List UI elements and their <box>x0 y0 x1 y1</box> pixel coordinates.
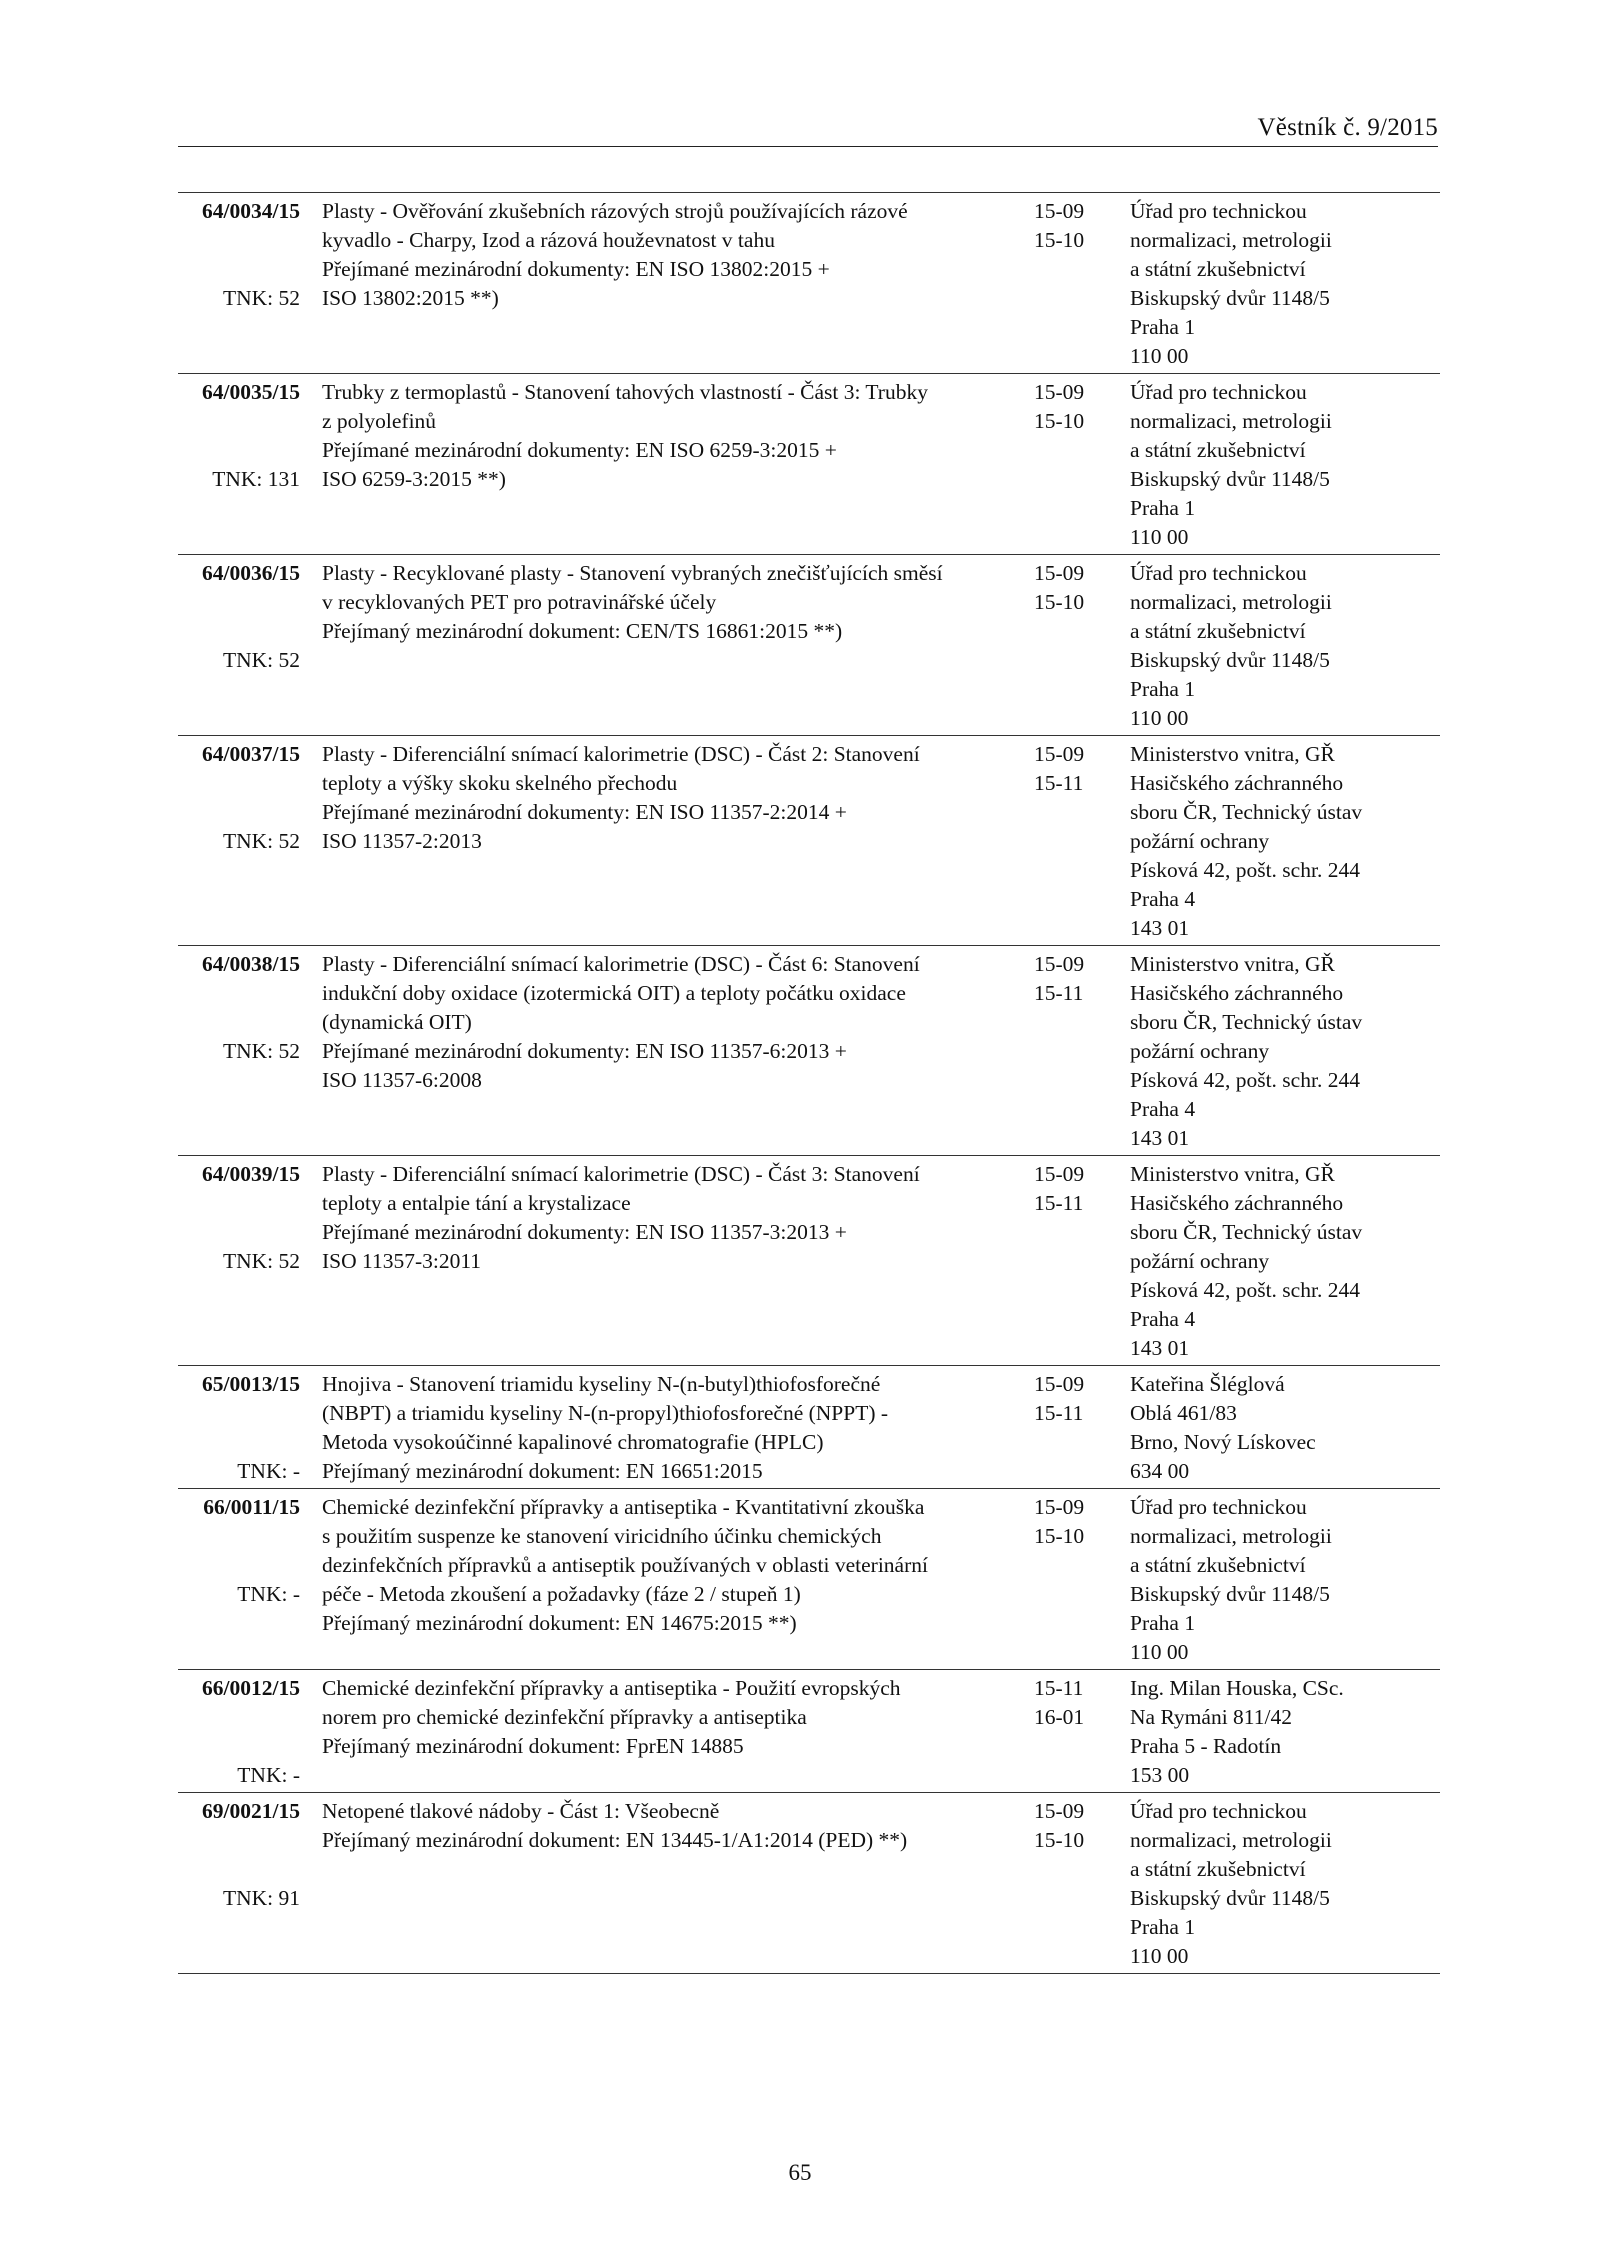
standard-description <box>306 193 1018 374</box>
contact-address <box>1128 1366 1440 1489</box>
record-id-cell <box>178 555 306 736</box>
record-id-cell <box>178 1156 306 1366</box>
record-code: 66/0012/15 <box>202 1676 300 1700</box>
tnk-label: TNK: 131 <box>212 467 300 491</box>
standards-table <box>178 192 1440 1974</box>
contact-address <box>1128 1793 1440 1974</box>
contact-line: Písková 42, pošt. schr. 244 <box>1130 858 1360 882</box>
tnk-label: TNK: 52 <box>222 829 300 853</box>
date-line: 15-09 <box>1034 742 1085 766</box>
contact-line: normalizaci, metrologii <box>1130 1828 1332 1852</box>
description-line: v recyklovaných PET pro potravinářské účely <box>322 590 717 614</box>
contact-line: 143 01 <box>1130 916 1190 940</box>
date-line: 15-11 <box>1034 1191 1084 1215</box>
date-line: 15-09 <box>1034 1162 1085 1186</box>
record-id-cell <box>178 374 306 555</box>
description-line: Plasty - Diferenciální snímací kalorimetrie (DSC) - Část 2: Stanovení <box>322 742 920 766</box>
record-code: 64/0034/15 <box>202 199 300 223</box>
contact-line: Biskupský dvůr 1148/5 <box>1130 1886 1330 1910</box>
contact-line: Písková 42, pošt. schr. 244 <box>1130 1278 1360 1302</box>
contact-line: 143 01 <box>1130 1126 1190 1150</box>
date-line: 16-01 <box>1034 1705 1085 1729</box>
description-line: Přejímaný mezinárodní dokument: EN 13445-1/A1:2014 (PED) **) <box>322 1828 908 1852</box>
standard-description <box>306 1156 1018 1366</box>
date-line: 15-10 <box>1034 1828 1085 1852</box>
table-row <box>178 1489 1440 1670</box>
description-line: Plasty - Recyklované plasty - Stanovení vybraných znečišťujících směsí <box>322 561 943 585</box>
record-id-cell <box>178 1366 306 1489</box>
description-line: (dynamická OIT) <box>322 1010 472 1034</box>
table-row <box>178 946 1440 1156</box>
description-line: Plasty - Diferenciální snímací kalorimetrie (DSC) - Část 6: Stanovení <box>322 952 920 976</box>
contact-line: Hasičského záchranného <box>1130 771 1344 795</box>
contact-line: Praha 1 <box>1130 496 1196 520</box>
contact-address <box>1128 193 1440 374</box>
date-line: 15-09 <box>1034 1372 1085 1396</box>
contact-line: a státní zkušebnictví <box>1130 1553 1306 1577</box>
date-line: 15-10 <box>1034 409 1085 433</box>
contact-line: Ing. Milan Houska, CSc. <box>1130 1676 1344 1700</box>
description-line: Metoda vysokoúčinné kapalinové chromatografie (HPLC) <box>322 1430 824 1454</box>
record-code: 66/0011/15 <box>203 1495 300 1519</box>
contact-line: 110 00 <box>1130 1944 1189 1968</box>
contact-line: 110 00 <box>1130 344 1189 368</box>
contact-line: normalizaci, metrologii <box>1130 590 1332 614</box>
date-line: 15-09 <box>1034 199 1085 223</box>
tnk-label: TNK: - <box>237 1763 300 1787</box>
date-line: 15-11 <box>1034 1401 1084 1425</box>
date-line: 15-09 <box>1034 380 1085 404</box>
contact-line: Praha 4 <box>1130 1307 1196 1331</box>
contact-line: Ministerstvo vnitra, GŘ <box>1130 742 1335 766</box>
standard-description <box>306 946 1018 1156</box>
standard-description <box>306 1366 1018 1489</box>
contact-line: Praha 4 <box>1130 1097 1196 1121</box>
tnk-label: TNK: 52 <box>222 648 300 672</box>
dates-cell <box>1018 374 1128 555</box>
description-line: Trubky z termoplastů - Stanovení tahových vlastností - Část 3: Trubky <box>322 380 928 404</box>
record-code: 64/0035/15 <box>202 380 300 404</box>
contact-line: Brno, Nový Lískovec <box>1130 1430 1316 1454</box>
description-line: Přejímaný mezinárodní dokument: EN 16651:2015 <box>322 1459 763 1483</box>
record-code: 64/0036/15 <box>202 561 300 585</box>
contact-line: Praha 4 <box>1130 887 1196 911</box>
contact-address <box>1128 1489 1440 1670</box>
tnk-label: TNK: - <box>237 1582 300 1606</box>
contact-line: Biskupský dvůr 1148/5 <box>1130 1582 1330 1606</box>
contact-address <box>1128 555 1440 736</box>
contact-line: 110 00 <box>1130 525 1189 549</box>
contact-line: 634 00 <box>1130 1459 1190 1483</box>
description-line: indukční doby oxidace (izotermická OIT) a teploty počátku oxidace <box>322 981 906 1005</box>
standard-description <box>306 1670 1018 1793</box>
record-code: 64/0039/15 <box>202 1162 300 1186</box>
contact-address <box>1128 374 1440 555</box>
contact-line: Hasičského záchranného <box>1130 1191 1344 1215</box>
date-line: 15-11 <box>1034 981 1084 1005</box>
contact-line: sboru ČR, Technický ústav <box>1130 1010 1363 1034</box>
standard-description <box>306 555 1018 736</box>
contact-line: Praha 5 - Radotín <box>1130 1734 1282 1758</box>
contact-address <box>1128 1670 1440 1793</box>
dates-cell <box>1018 193 1128 374</box>
description-line: Přejímané mezinárodní dokumenty: EN ISO 6259-3:2015 + <box>322 438 837 462</box>
record-code: 64/0037/15 <box>202 742 300 766</box>
description-line: péče - Metoda zkoušení a požadavky (fáze 2 / stupeň 1) <box>322 1582 801 1606</box>
description-line: Plasty - Diferenciální snímací kalorimetrie (DSC) - Část 3: Stanovení <box>322 1162 920 1186</box>
contact-line: požární ochrany <box>1130 1039 1270 1063</box>
contact-line: požární ochrany <box>1130 1249 1270 1273</box>
contact-line: Úřad pro technickou <box>1130 1495 1307 1519</box>
description-line: dezinfekčních přípravků a antiseptik používaných v oblasti veterinární <box>322 1553 928 1577</box>
page-header <box>178 110 1438 147</box>
tnk-label: TNK: 91 <box>222 1886 300 1910</box>
standard-description <box>306 1793 1018 1974</box>
description-line: Přejímaný mezinárodní dokument: CEN/TS 16861:2015 **) <box>322 619 843 643</box>
journal-issue-title: Věstník č. 9/2015 <box>1257 114 1438 141</box>
table-row <box>178 374 1440 555</box>
contact-line: normalizaci, metrologii <box>1130 1524 1332 1548</box>
description-line: (NBPT) a triamidu kyseliny N-(n-propyl)thiofosforečné (NPPT) - <box>322 1401 889 1425</box>
contact-address <box>1128 1156 1440 1366</box>
record-code: 65/0013/15 <box>202 1372 300 1396</box>
contact-line: Praha 1 <box>1130 1915 1196 1939</box>
contact-line: Biskupský dvůr 1148/5 <box>1130 467 1330 491</box>
standard-description <box>306 374 1018 555</box>
standard-description <box>306 1489 1018 1670</box>
tnk-label: TNK: 52 <box>222 286 300 310</box>
contact-line: a státní zkušebnictví <box>1130 1857 1306 1881</box>
date-line: 15-11 <box>1034 1676 1084 1700</box>
record-code: 69/0021/15 <box>202 1799 300 1823</box>
description-line: z polyolefinů <box>322 409 437 433</box>
contact-line: Biskupský dvůr 1148/5 <box>1130 648 1330 672</box>
contact-line: Oblá 461/83 <box>1130 1401 1237 1425</box>
record-id-cell <box>178 1670 306 1793</box>
dates-cell <box>1018 736 1128 946</box>
contact-line: Úřad pro technickou <box>1130 561 1307 585</box>
table-row <box>178 736 1440 946</box>
dates-cell <box>1018 1670 1128 1793</box>
description-line: Hnojiva - Stanovení triamidu kyseliny N-(n-butyl)thiofosforečné <box>322 1372 881 1396</box>
contact-line: a státní zkušebnictví <box>1130 619 1306 643</box>
contact-line: požární ochrany <box>1130 829 1270 853</box>
contact-line: 110 00 <box>1130 706 1189 730</box>
date-line: 15-10 <box>1034 1524 1085 1548</box>
description-line: Přejímané mezinárodní dokumenty: EN ISO 13802:2015 + <box>322 257 830 281</box>
contact-line: Praha 1 <box>1130 315 1196 339</box>
table-row <box>178 193 1440 374</box>
description-line: Přejímané mezinárodní dokumenty: EN ISO 11357-3:2013 + <box>322 1220 847 1244</box>
contact-line: normalizaci, metrologii <box>1130 228 1332 252</box>
contact-line: Úřad pro technickou <box>1130 1799 1307 1823</box>
contact-line: sboru ČR, Technický ústav <box>1130 800 1363 824</box>
contact-line: Na Rymáni 811/42 <box>1130 1705 1292 1729</box>
description-line: Chemické dezinfekční přípravky a antiseptika - Kvantitativní zkouška <box>322 1495 925 1519</box>
record-id-cell <box>178 1489 306 1670</box>
record-id-cell <box>178 1793 306 1974</box>
dates-cell <box>1018 1156 1128 1366</box>
record-id-cell <box>178 193 306 374</box>
contact-line: Ministerstvo vnitra, GŘ <box>1130 952 1335 976</box>
contact-line: Biskupský dvůr 1148/5 <box>1130 286 1330 310</box>
table-row <box>178 1156 1440 1366</box>
description-line: Netopené tlakové nádoby - Část 1: Všeobecně <box>322 1799 720 1823</box>
description-line: ISO 6259-3:2015 **) <box>322 467 506 491</box>
description-line: Přejímaný mezinárodní dokument: EN 14675:2015 **) <box>322 1611 797 1635</box>
dates-cell <box>1018 1793 1128 1974</box>
contact-address <box>1128 946 1440 1156</box>
description-line: ISO 11357-2:2013 <box>322 829 482 853</box>
contact-line: a státní zkušebnictví <box>1130 438 1306 462</box>
description-line: kyvadlo - Charpy, Izod a rázová houževnatost v tahu <box>322 228 775 252</box>
contact-line: 153 00 <box>1130 1763 1190 1787</box>
date-line: 15-11 <box>1034 771 1084 795</box>
standard-description <box>306 736 1018 946</box>
contact-line: normalizaci, metrologii <box>1130 409 1332 433</box>
contact-line: Hasičského záchranného <box>1130 981 1344 1005</box>
description-line: Přejímaný mezinárodní dokument: FprEN 14885 <box>322 1734 744 1758</box>
dates-cell <box>1018 1489 1128 1670</box>
date-line: 15-10 <box>1034 228 1085 252</box>
tnk-label: TNK: 52 <box>222 1249 300 1273</box>
date-line: 15-09 <box>1034 1799 1085 1823</box>
record-id-cell <box>178 736 306 946</box>
table-row <box>178 1366 1440 1489</box>
contact-line: sboru ČR, Technický ústav <box>1130 1220 1363 1244</box>
description-line: Chemické dezinfekční přípravky a antiseptika - Použití evropských <box>322 1676 901 1700</box>
description-line: Plasty - Ověřování zkušebních rázových strojů používajících rázové <box>322 199 908 223</box>
dates-cell <box>1018 555 1128 736</box>
contact-address <box>1128 736 1440 946</box>
description-line: s použitím suspenze ke stanovení viricidního účinku chemických <box>322 1524 882 1548</box>
contact-line: Praha 1 <box>1130 677 1196 701</box>
table-row <box>178 555 1440 736</box>
table-row <box>178 1793 1440 1974</box>
description-line: norem pro chemické dezinfekční přípravky a antiseptika <box>322 1705 807 1729</box>
contact-line: 110 00 <box>1130 1640 1189 1664</box>
contact-line: Praha 1 <box>1130 1611 1196 1635</box>
description-line: teploty a výšky skoku skelného přechodu <box>322 771 678 795</box>
contact-line: a státní zkušebnictví <box>1130 257 1306 281</box>
contact-line: 143 01 <box>1130 1336 1190 1360</box>
tnk-label: TNK: - <box>237 1459 300 1483</box>
dates-cell <box>1018 946 1128 1156</box>
description-line: ISO 11357-3:2011 <box>322 1249 482 1273</box>
record-id-cell <box>178 946 306 1156</box>
table-row <box>178 1670 1440 1793</box>
description-line: ISO 13802:2015 **) <box>322 286 499 310</box>
page-number: 65 <box>788 2160 812 2185</box>
contact-line: Úřad pro technickou <box>1130 199 1307 223</box>
dates-cell <box>1018 1366 1128 1489</box>
date-line: 15-10 <box>1034 590 1085 614</box>
contact-line: Úřad pro technickou <box>1130 380 1307 404</box>
date-line: 15-09 <box>1034 952 1085 976</box>
description-line: teploty a entalpie tání a krystalizace <box>322 1191 631 1215</box>
tnk-label: TNK: 52 <box>222 1039 300 1063</box>
date-line: 15-09 <box>1034 561 1085 585</box>
description-line: Přejímané mezinárodní dokumenty: EN ISO 11357-6:2013 + <box>322 1039 847 1063</box>
description-line: Přejímané mezinárodní dokumenty: EN ISO 11357-2:2014 + <box>322 800 847 824</box>
contact-line: Ministerstvo vnitra, GŘ <box>1130 1162 1335 1186</box>
contact-line: Písková 42, pošt. schr. 244 <box>1130 1068 1360 1092</box>
contact-line: Kateřina Šléglová <box>1130 1372 1285 1396</box>
description-line: ISO 11357-6:2008 <box>322 1068 482 1092</box>
record-code: 64/0038/15 <box>202 952 300 976</box>
date-line: 15-09 <box>1034 1495 1085 1519</box>
